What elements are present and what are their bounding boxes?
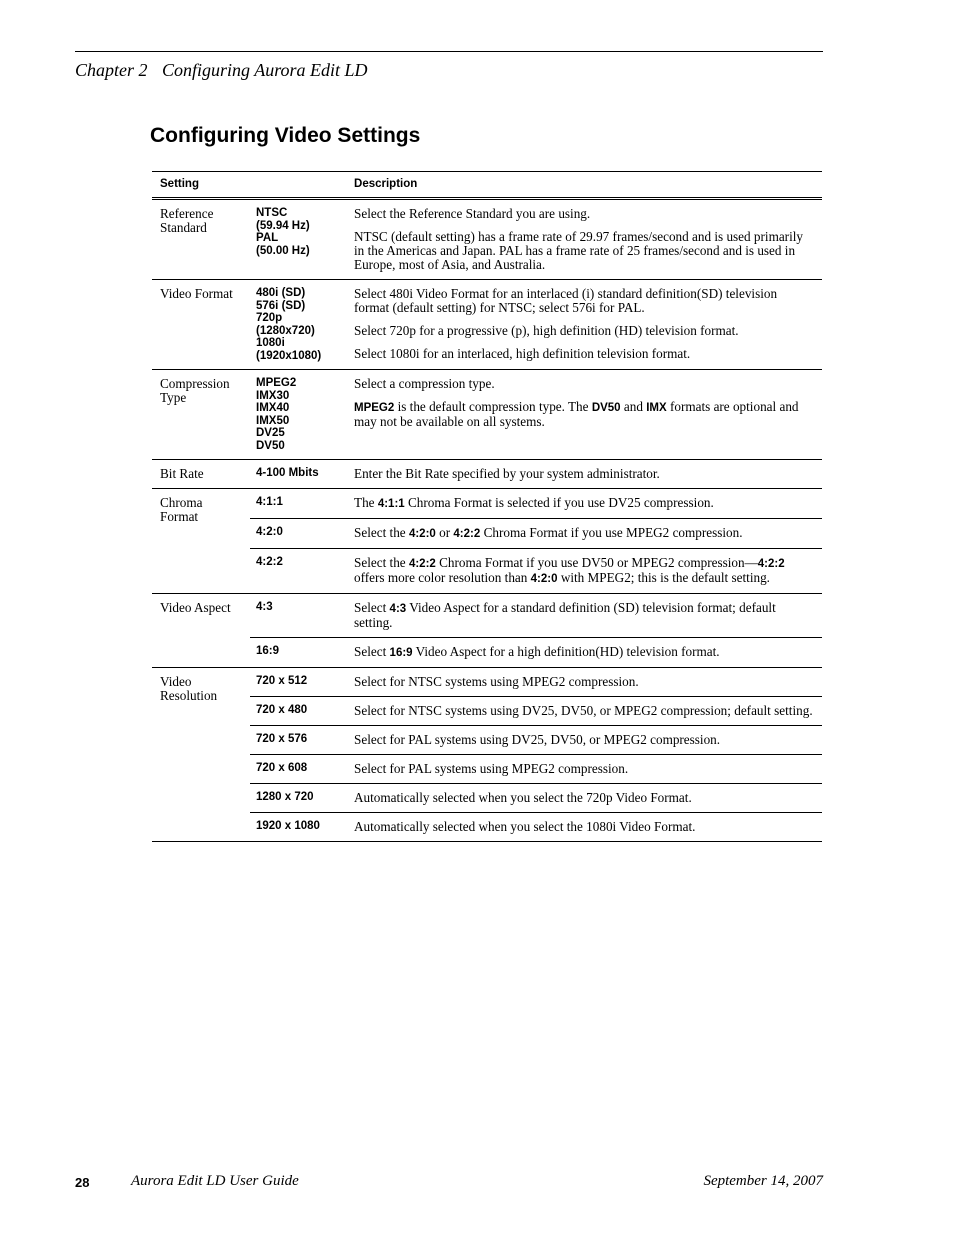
option-value: 720 x 480: [250, 697, 346, 726]
option-value: 576i (SD): [256, 299, 306, 312]
table-row: [152, 755, 822, 784]
text-run: Chroma Format if you use DV50 or MPEG2 compression—: [435, 555, 758, 570]
text-run: Select the: [354, 555, 409, 570]
table-row: [152, 370, 822, 460]
table-row: [152, 784, 822, 813]
setting-description: Select for PAL systems using DV25, DV50, or MPEG2 compression.: [346, 726, 822, 755]
setting-description: [346, 549, 822, 594]
chapter-number: Chapter 2: [75, 60, 148, 80]
setting-name: Chroma Format: [152, 489, 250, 594]
setting-options: [250, 370, 346, 460]
option-value: (59.94 Hz): [256, 219, 310, 232]
page-title: Configuring Video Settings: [150, 124, 421, 147]
option-value: (1280x720): [256, 324, 315, 337]
option-value: 4:2:2: [250, 549, 346, 594]
text-run: Select the: [354, 525, 409, 540]
description-paragraph: Select 1080i for an interlaced, high definition television format.: [354, 346, 691, 361]
option-value: 16:9: [250, 638, 346, 668]
setting-description: Automatically selected when you select the 720p Video Format.: [346, 784, 822, 813]
table-row: [152, 668, 822, 697]
setting-description: [346, 519, 822, 549]
description-paragraph: [354, 400, 814, 429]
description-paragraph: Select a compression type.: [354, 376, 495, 391]
table-row: [152, 199, 822, 280]
option-value: 720 x 608: [250, 755, 346, 784]
option-value: 480i (SD): [256, 287, 306, 299]
setting-options: [250, 199, 346, 280]
option-value: 4-100 Mbits: [250, 460, 346, 489]
option-value: IMX30: [256, 389, 290, 402]
setting-name: Video Resolution: [152, 668, 250, 842]
setting-description: Select for NTSC systems using MPEG2 compression.: [346, 668, 822, 697]
bold-term: 4:2:0: [408, 528, 436, 540]
bold-term: 4:3: [389, 603, 407, 615]
text-run: The: [354, 495, 378, 510]
table-row: [152, 549, 822, 594]
setting-options: [250, 280, 346, 370]
setting-description: [346, 199, 822, 280]
option-value: 4:1:1: [250, 489, 346, 519]
option-value: 720 x 576: [250, 726, 346, 755]
table-row: [152, 489, 822, 519]
table-row: [152, 697, 822, 726]
bold-term: 4:2:2: [757, 558, 785, 570]
table-row: [152, 594, 822, 638]
setting-name: Video Format: [152, 280, 250, 370]
setting-description: Automatically selected when you select the 1080i Video Format.: [346, 813, 822, 842]
text-run: Video Aspect for a high definition(HD) television format.: [412, 644, 720, 659]
page-number: 28: [75, 1175, 90, 1190]
setting-name: Compression Type: [152, 370, 250, 460]
text-run: Chroma Format if you use MPEG2 compression.: [480, 525, 743, 540]
bold-term: 16:9: [389, 647, 413, 659]
guide-title: Aurora Edit LD User Guide: [131, 1173, 299, 1189]
text-run: Select: [354, 644, 390, 659]
table-row: [152, 519, 822, 549]
bold-term: 4:2:2: [453, 528, 481, 540]
option-value: 720 x 512: [250, 668, 346, 697]
option-value: DV25: [256, 427, 285, 439]
setting-description: Enter the Bit Rate specified by your system administrator.: [346, 460, 822, 489]
option-value: 720p: [256, 312, 283, 324]
setting-description: Select for NTSC systems using DV25, DV50, or MPEG2 compression; default setting.: [346, 697, 822, 726]
text-run: Chroma Format is selected if you use DV25 compression.: [404, 495, 714, 510]
setting-description: [346, 594, 822, 638]
setting-name: Bit Rate: [152, 460, 250, 489]
description-paragraph: Select the Reference Standard you are using.: [354, 206, 591, 221]
chapter-title: Configuring Aurora Edit LD: [162, 60, 368, 80]
video-settings-table: [152, 171, 822, 842]
bold-term: IMX: [646, 402, 667, 414]
description-paragraph: NTSC (default setting) has a frame rate of 29.97 frames/second and is used primarily in the Americas and Japan. PAL has a frame rate of 25 frames/second and is used in Europe, most of Asia, and Australia.: [354, 229, 803, 272]
text-run: offers more color resolution than: [354, 570, 531, 585]
chapter-header: [75, 60, 368, 81]
option-value: NTSC: [256, 207, 288, 219]
setting-description: [346, 280, 822, 370]
text-run: is the default compression type. The: [394, 399, 592, 414]
bold-term: 4:2:2: [408, 558, 436, 570]
option-value: 4:2:0: [250, 519, 346, 549]
publication-date: September 14, 2007: [703, 1173, 823, 1189]
table-row: [152, 280, 822, 370]
description-paragraph: Select 720p for a progressive (p), high definition (HD) television format.: [354, 323, 739, 338]
option-value: MPEG2: [256, 377, 297, 389]
option-value: 1280 x 720: [250, 784, 346, 813]
table-row: [152, 726, 822, 755]
text-run: formats are optional and may not be available on all systems.: [354, 399, 799, 429]
column-header-setting: Setting: [152, 172, 346, 199]
option-value: IMX40: [256, 402, 290, 414]
table-header-row: [152, 172, 822, 199]
option-value: (50.00 Hz): [256, 244, 310, 257]
bold-term: MPEG2: [354, 402, 395, 414]
text-run: with MPEG2; this is the default setting.: [557, 570, 770, 585]
table-row: [152, 460, 822, 489]
text-run: or: [435, 525, 454, 540]
setting-name: Reference Standard: [152, 199, 250, 280]
option-value: DV50: [256, 439, 285, 452]
text-run: Video Aspect for a standard definition (SD) television format; default setting.: [354, 600, 776, 630]
setting-name: Video Aspect: [152, 594, 250, 668]
bold-term: 4:1:1: [377, 498, 405, 510]
option-value: IMX50: [256, 414, 290, 427]
option-value: 1080i: [256, 337, 285, 349]
setting-description: Select for PAL systems using MPEG2 compression.: [346, 755, 822, 784]
text-run: and: [620, 399, 647, 414]
text-run: Select: [354, 600, 390, 615]
setting-description: [346, 638, 822, 668]
table-row: [152, 638, 822, 668]
setting-description: [346, 489, 822, 519]
column-header-description: Description: [346, 172, 822, 199]
option-value: (1920x1080): [256, 349, 322, 362]
table-row: [152, 813, 822, 842]
option-value: PAL: [256, 232, 279, 244]
description-paragraph: Select 480i Video Format for an interlaced (i) standard definition(SD) television format (default setting) for NTSC; select 576i for PAL.: [354, 286, 778, 315]
bold-term: DV50: [591, 402, 621, 414]
setting-description: [346, 370, 822, 460]
header-rule: [75, 51, 823, 52]
option-value: 1920 x 1080: [250, 813, 346, 842]
bold-term: 4:2:0: [530, 573, 558, 585]
option-value: 4:3: [250, 594, 346, 638]
